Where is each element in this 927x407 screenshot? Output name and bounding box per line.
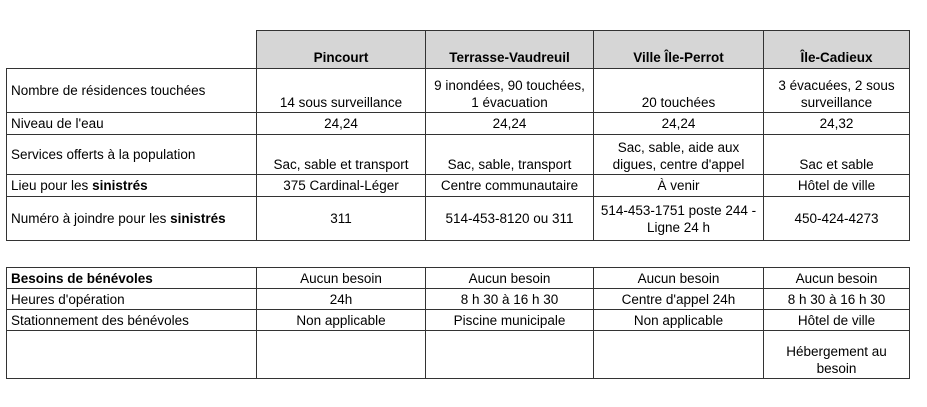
- row-label: [7, 197, 257, 241]
- table-cell: 24,32: [764, 113, 910, 135]
- table-cell: Hôtel de ville: [764, 310, 910, 331]
- table-cell: Aucun besoin: [764, 268, 910, 289]
- row-label: Besoins de bénévoles: [7, 268, 257, 289]
- volunteers-table: [6, 267, 910, 379]
- row-label: Niveau de l'eau: [7, 113, 257, 135]
- table-cell: [594, 331, 764, 379]
- table-row: [7, 268, 910, 289]
- table-cell: Sac, sable, aide aux digues, centre d'appel: [594, 135, 764, 175]
- table-cell: Aucun besoin: [426, 268, 594, 289]
- column-header-ile-cadieux: Île-Cadieux: [764, 31, 910, 69]
- row-label-prefix: Numéro à joindre pour les: [11, 211, 171, 226]
- row-label-prefix: Lieu pour les: [11, 178, 93, 193]
- table-cell: Hôtel de ville: [764, 175, 910, 197]
- table-row: [7, 135, 910, 175]
- row-label: Nombre de résidences touchées: [7, 69, 257, 113]
- table-cell: 24,24: [426, 113, 594, 135]
- table-row: [7, 310, 910, 331]
- table-cell: Centre communautaire: [426, 175, 594, 197]
- row-label-emphasis: sinistrés: [92, 178, 148, 193]
- table-cell: Aucun besoin: [594, 268, 764, 289]
- table-cell: 8 h 30 à 16 h 30: [764, 289, 910, 310]
- table-cell: Non applicable: [257, 310, 426, 331]
- column-header-pincourt: Pincourt: [257, 31, 426, 69]
- table-cell: 514-453-8120 ou 311: [426, 197, 594, 241]
- table-cell: 24h: [257, 289, 426, 310]
- table-cell: Sac et sable: [764, 135, 910, 175]
- table-cell: 8 h 30 à 16 h 30: [426, 289, 594, 310]
- table-cell: Hébergement au besoin: [764, 331, 910, 379]
- residences-table: [6, 30, 910, 241]
- table-cell: 24,24: [594, 113, 764, 135]
- table-row: [7, 289, 910, 310]
- row-label: [7, 175, 257, 197]
- row-label: Stationnement des bénévoles: [7, 310, 257, 331]
- table-cell: Centre d'appel 24h: [594, 289, 764, 310]
- row-label: Services offerts à la population: [7, 135, 257, 175]
- table-row: [7, 197, 910, 241]
- table-cell: 375 Cardinal-Léger: [257, 175, 426, 197]
- table-row: [7, 69, 910, 113]
- table-cell: Piscine municipale: [426, 310, 594, 331]
- table-cell: Sac, sable et transport: [257, 135, 426, 175]
- row-label: [7, 331, 257, 379]
- table-cell: À venir: [594, 175, 764, 197]
- table-cell: Sac, sable, transport: [426, 135, 594, 175]
- table-cell: Non applicable: [594, 310, 764, 331]
- table-cell: 514-453-1751 poste 244 - Ligne 24 h: [594, 197, 764, 241]
- column-header-ville-ile-perrot: Ville Île-Perrot: [594, 31, 764, 69]
- table-cell: 311: [257, 197, 426, 241]
- table-cell: Aucun besoin: [257, 268, 426, 289]
- header-corner: [7, 31, 257, 69]
- table-row: [7, 331, 910, 379]
- row-label-emphasis: sinistrés: [170, 211, 226, 226]
- table-cell: 9 inondées, 90 touchées, 1 évacuation: [426, 69, 594, 113]
- table-cell: 450-424-4273: [764, 197, 910, 241]
- table-cell: 14 sous surveillance: [257, 69, 426, 113]
- table-row: [7, 175, 910, 197]
- table-cell: 24,24: [257, 113, 426, 135]
- table-cell: [426, 331, 594, 379]
- column-header-terrasse-vaudreuil: Terrasse-Vaudreuil: [426, 31, 594, 69]
- row-label: Heures d'opération: [7, 289, 257, 310]
- table-cell: 3 évacuées, 2 sous surveillance: [764, 69, 910, 113]
- table-row: [7, 113, 910, 135]
- table-cell: [257, 331, 426, 379]
- table-cell: 20 touchées: [594, 69, 764, 113]
